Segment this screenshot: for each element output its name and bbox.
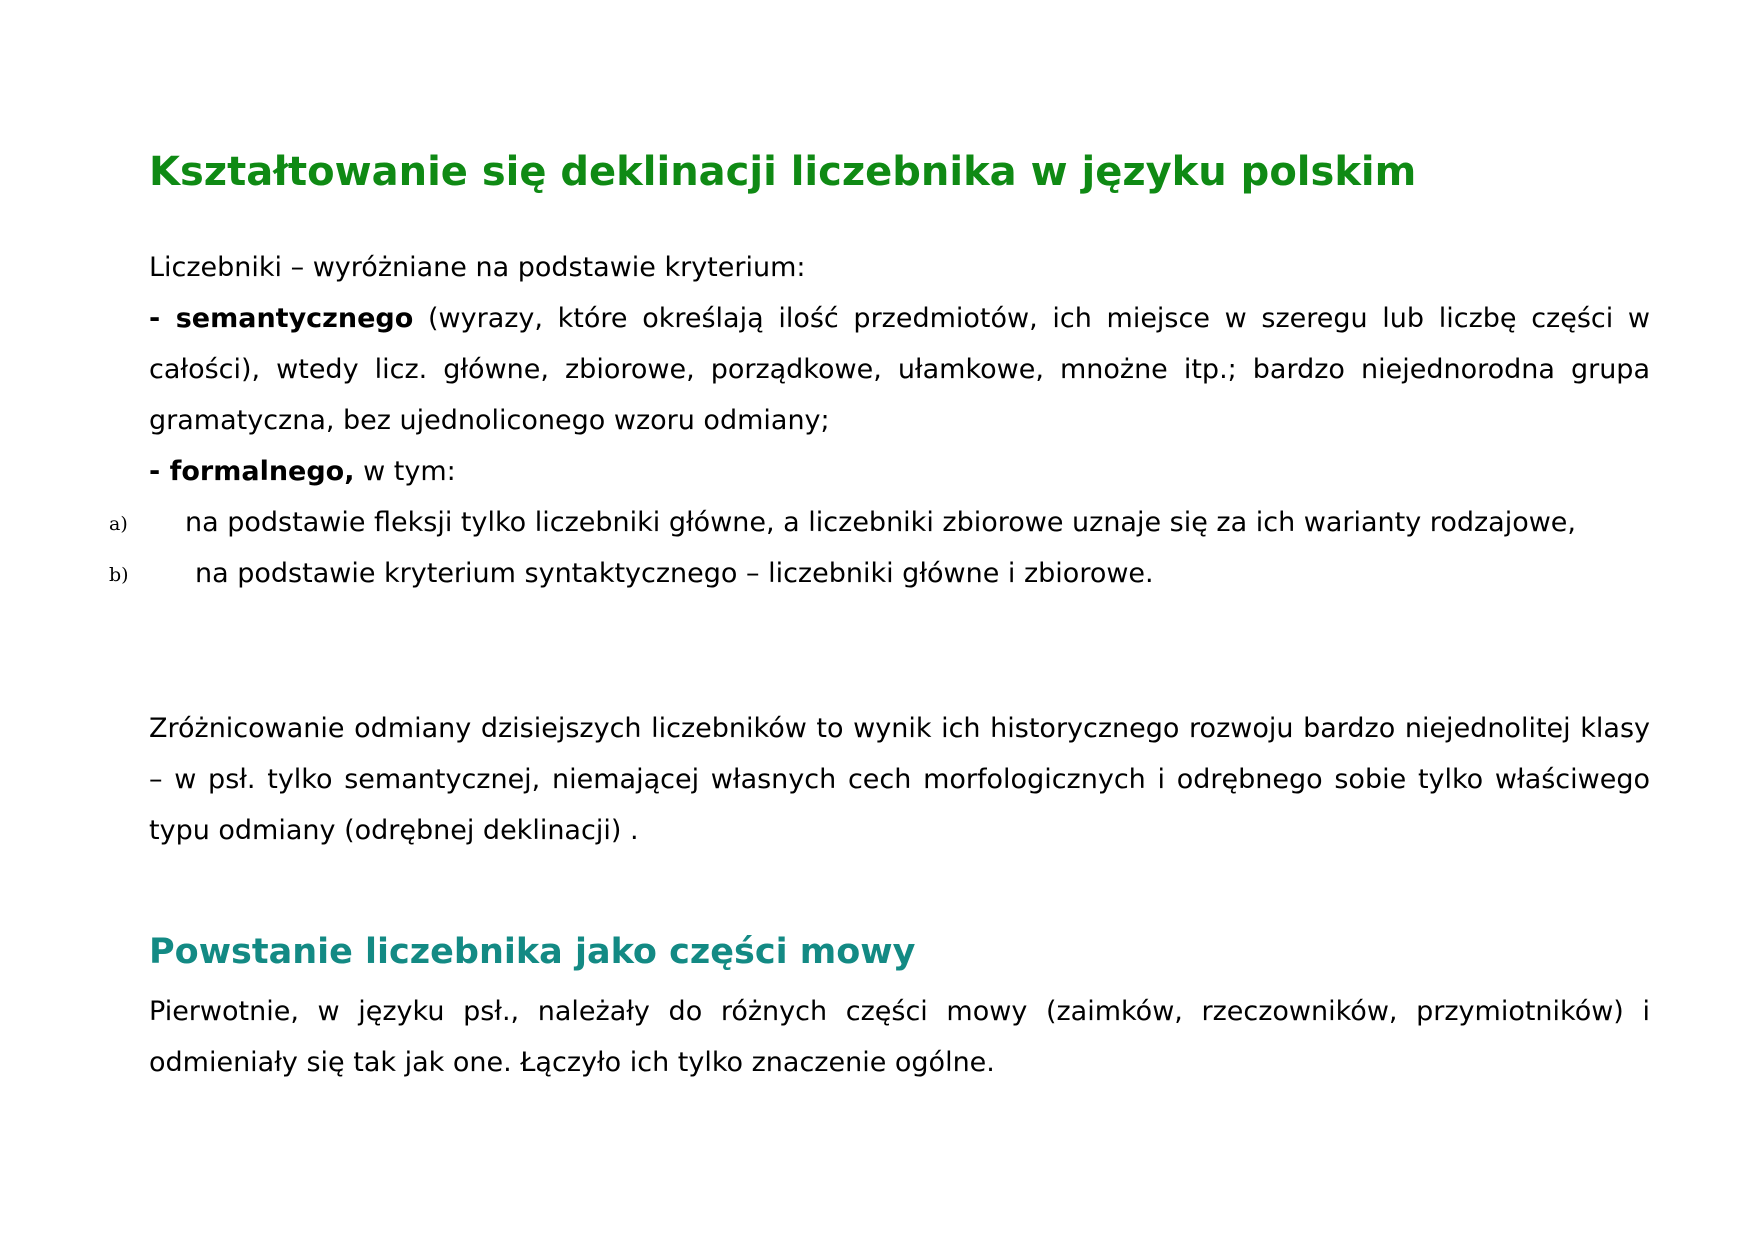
list-item: [109, 497, 1650, 548]
formal-description: w tym:: [354, 456, 456, 487]
differentiation-paragraph: Zróżnicowanie odmiany dzisiejszych liczebników to wynik ich historycznego rozwoju bardzo niejednolitej klasy – w psł. tylko semantycznej, niemającej własnych cech morfologicznych i odrębnego sobie tylko właściwego typu odmiany (odrębnej deklinacji) .: [149, 713, 1650, 846]
main-heading: Kształtowanie się deklinacji liczebnika w języku polskim: [149, 149, 1417, 195]
list-item: [109, 548, 1650, 599]
formal-criterion: [149, 446, 1650, 497]
formal-label: - formalnego,: [149, 456, 355, 487]
semantic-description: (wyrazy, które określają ilość przedmiotów, ich miejsce w szeregu lub liczbę części w całości), wtedy licz. główne, zbiorowe, porządkowe, ułamkowe, mnożne itp.; bardzo niejednorodna grupa gramatyczna, bez ujednoliconego wzoru odmiany;: [149, 303, 1651, 436]
semantic-criterion: [149, 293, 1650, 446]
semantic-label: - semantycznego: [149, 303, 414, 334]
origin-section: [149, 986, 1650, 1088]
list-marker: a): [109, 513, 128, 535]
secondary-heading: Powstanie liczebnika jako części mowy: [149, 932, 916, 972]
differentiation-section: [149, 703, 1650, 856]
origin-paragraph: Pierwotnie, w języku psł., należały do różnych części mowy (zaimków, rzeczowników, przymiotników) i odmieniały się tak jak one. Łączyło ich tylko znaczenie ogólne.: [149, 996, 1650, 1078]
list-item-text: na podstawie fleksji tylko liczebniki główne, a liczebniki zbiorowe uznaje się za ich warianty rodzajowe,: [185, 507, 1576, 538]
criteria-intro: Liczebniki – wyróżniane na podstawie kryterium:: [149, 252, 806, 283]
list-marker: b): [109, 564, 129, 586]
list-item-text: na podstawie kryterium syntaktycznego – liczebniki główne i zbiorowe.: [195, 558, 1154, 589]
criteria-section: [109, 242, 1651, 599]
